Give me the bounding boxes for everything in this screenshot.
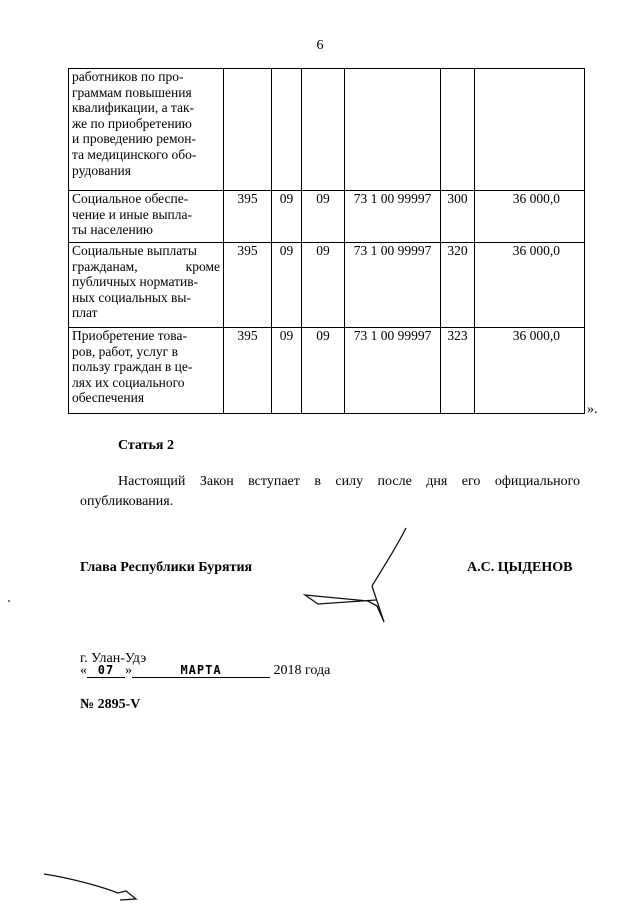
cell-vr: 300 bbox=[441, 191, 475, 243]
cell-amount: 36 000,0 bbox=[475, 191, 585, 243]
cell-subsection: 09 bbox=[302, 243, 345, 328]
cell-section: 09 bbox=[272, 328, 302, 414]
cell-target: 73 1 00 99997 bbox=[345, 243, 441, 328]
cell-section: 09 bbox=[272, 191, 302, 243]
cell-section: 09 bbox=[272, 243, 302, 328]
row-description: Приобретение това- ров, работ, услуг в пользу граждан в це- лях их социального обеспечения bbox=[69, 328, 224, 414]
date-month: МАРТА bbox=[132, 663, 270, 678]
signer-name: А.С. ЦЫДЕНОВ bbox=[467, 560, 573, 575]
article-title: Статья 2 bbox=[118, 438, 174, 453]
closing-quote: ». bbox=[587, 402, 598, 417]
cell-target: 73 1 00 99997 bbox=[345, 328, 441, 414]
article-text: Настоящий Закон вступает в силу после дня его официального опубликования. bbox=[80, 474, 580, 509]
cell-vr: 323 bbox=[441, 328, 475, 414]
cell-code: 395 bbox=[224, 243, 272, 328]
row-description: Социальные выплаты гражданам, кроме публичных норматив- ных социальных вы- плат bbox=[69, 243, 224, 328]
date-year: 2018 года bbox=[273, 663, 331, 678]
page-number: 6 bbox=[316, 38, 324, 53]
row-description: Социальное обеспе- чение и иные выпла- ты населению bbox=[69, 191, 224, 243]
cell-amount: 36 000,0 bbox=[475, 243, 585, 328]
cell-amount: 36 000,0 bbox=[475, 328, 585, 414]
cell-target: 73 1 00 99997 bbox=[345, 191, 441, 243]
signing-date: « 07 » МАРТА 2018 года bbox=[80, 663, 331, 678]
cell-subsection: 09 bbox=[302, 191, 345, 243]
cell-subsection: 09 bbox=[302, 328, 345, 414]
place: г. Улан-Удэ bbox=[80, 651, 147, 666]
cell-code: 395 bbox=[224, 328, 272, 414]
cell-vr: 320 bbox=[441, 243, 475, 328]
signer-title: Глава Республики Бурятия bbox=[80, 560, 253, 575]
cell-code: 395 bbox=[224, 191, 272, 243]
law-number: № 2895-V bbox=[80, 697, 141, 712]
row-description: работников по про- граммам повышения квалификации, а так- же по приобретению и проведению ремон- та медицинского обо- рудования bbox=[69, 69, 224, 191]
date-day: 07 bbox=[87, 663, 125, 678]
